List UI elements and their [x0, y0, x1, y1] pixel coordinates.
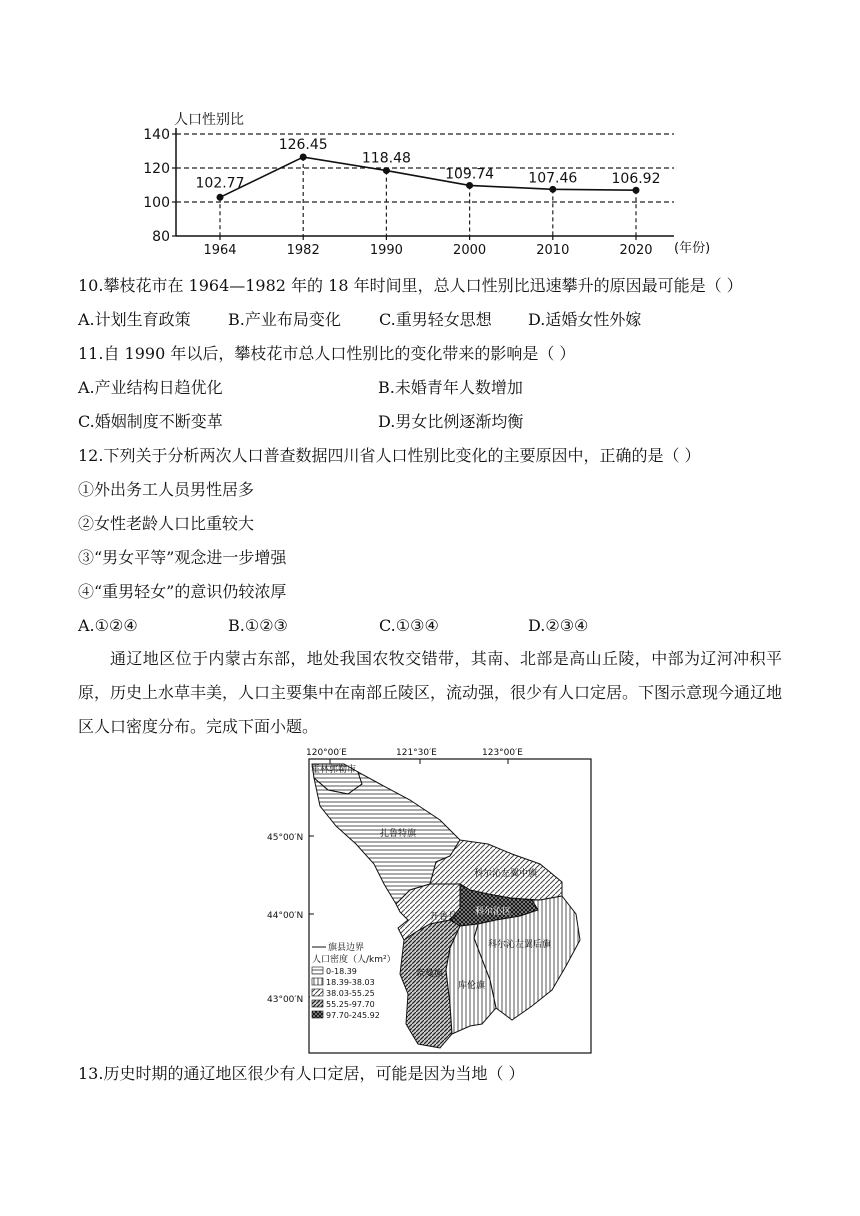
q12-option-b[interactable]: B.①②③ — [228, 616, 288, 635]
q12-option-a[interactable]: A.①②④ — [78, 616, 138, 635]
region-label-kaidu: 开鲁县 — [430, 912, 458, 922]
sex-ratio-line-chart — [130, 104, 730, 264]
chart-x-tick-label: 1990 — [369, 243, 403, 258]
map-legend — [310, 941, 396, 1051]
legend-class-5: 97.70-245.92 — [326, 1011, 380, 1020]
region-label-kezuohou: 科尔沁左翼后旗 — [488, 940, 552, 950]
chart-data-label: 118.48 — [361, 150, 411, 167]
legend-title: 人口密度（人/km²） — [312, 955, 396, 965]
chart-data-label: 109.74 — [445, 166, 495, 183]
chart-data-point — [383, 167, 390, 174]
chart-xlabel: (年份) — [674, 241, 711, 256]
question-11-stem: 11.自 1990 年以后，攀枝花市总人口性别比的变化带来的影响是（ ） — [78, 344, 576, 363]
chart-x-tick-label: 1982 — [286, 243, 320, 258]
q11-option-d[interactable]: D.男女比例逐渐均衡 — [378, 412, 524, 431]
lon-label-123: 123°00′E — [482, 748, 523, 758]
chart-x-tick-label: 2010 — [536, 243, 570, 258]
chart-data-label: 106.92 — [611, 171, 661, 188]
region-label-keerqin: 科尔沁区 — [475, 907, 512, 917]
q12-item-2: ②女性老龄人口比重较大 — [78, 514, 255, 533]
chart-data-point — [217, 194, 224, 201]
chart-y-tick-label: 140 — [143, 127, 170, 143]
region-label-zhalute: 扎鲁特旗 — [380, 829, 417, 839]
region-label-kezuozhong: 科尔沁左翼中旗 — [474, 869, 538, 879]
question-10-stem: 10.攀枝花市在 1964—1982 年的 18 年时间里，总人口性别比迅速攀升的原因最可能是（ ） — [78, 276, 743, 295]
q12-item-3: ③“男女平等”观念进一步增强 — [78, 548, 287, 567]
tongliao-passage: 通辽地区位于内蒙古东部，地处我国农牧交错带，其南、北部是高山丘陵，中部为辽河冲积平原，历史上水草丰美，人口主要集中在南部丘陵区，流动强，很少有人口定居。下图示意现今通辽地区人口密度分布。完成下面小题。 — [78, 649, 783, 736]
q12-item-4: ④“重男轻女”的意识仍较浓厚 — [78, 582, 287, 601]
legend-swatch-2 — [312, 978, 323, 985]
chart-y-tick-label: 80 — [152, 229, 170, 245]
q12-option-d[interactable]: D.②③④ — [528, 616, 589, 635]
legend-class-2: 18.39-38.03 — [326, 978, 375, 987]
lon-label-120: 120°00′E — [306, 748, 347, 758]
chart-data-point — [466, 182, 473, 189]
tongliao-population-density-map — [267, 744, 600, 1054]
q11-option-b[interactable]: B.未婚青年人数增加 — [378, 378, 523, 397]
chart-data-label: 126.45 — [278, 137, 328, 154]
legend-class-3: 38.03-55.25 — [326, 989, 375, 998]
question-13-stem: 13.历史时期的通辽地区很少有人口定居，可能是因为当地（ ） — [78, 1064, 525, 1083]
legend-swatch-1 — [312, 967, 323, 974]
region-label-naiman: 奈曼旗 — [416, 969, 444, 979]
legend-class-1: 0-18.39 — [326, 967, 357, 976]
q10-option-a[interactable]: A.计划生育政策 — [78, 310, 191, 329]
chart-data-point — [549, 186, 556, 193]
chart-data-point — [633, 187, 640, 194]
q11-option-c[interactable]: C.婚姻制度不断变革 — [78, 412, 223, 431]
lat-label-44: 44°00′N — [267, 911, 304, 921]
chart-data-label: 102.77 — [195, 175, 245, 192]
lon-label-121-30: 121°30′E — [396, 748, 437, 758]
chart-data-point — [300, 154, 307, 161]
legend-swatch-5 — [312, 1011, 323, 1018]
chart-x-tick-label: 2020 — [619, 243, 653, 258]
legend-class-4: 55.25-97.70 — [326, 1000, 375, 1009]
q10-option-b[interactable]: B.产业布局变化 — [228, 310, 341, 329]
chart-x-tick-label: 1964 — [203, 243, 237, 258]
legend-swatch-4 — [312, 1000, 323, 1007]
chart-y-tick-label: 100 — [143, 195, 170, 211]
q11-option-a[interactable]: A.产业结构日趋优化 — [78, 378, 223, 397]
region-label-kulun: 库伦旗 — [458, 981, 486, 991]
q10-option-d[interactable]: D.适婚女性外嫁 — [528, 310, 642, 329]
chart-ylabel: 人口性别比 — [174, 112, 244, 128]
q10-option-c[interactable]: C.重男轻女思想 — [379, 310, 492, 329]
lat-label-43: 43°00′N — [267, 995, 304, 1005]
lat-label-45: 45°00′N — [267, 833, 304, 843]
chart-x-tick-label: 2000 — [453, 243, 487, 258]
legend-swatch-3 — [312, 989, 323, 996]
q12-item-1: ①外出务工人员男性居多 — [78, 480, 255, 499]
q12-option-c[interactable]: C.①③④ — [379, 616, 439, 635]
region-label-huolinguole: 霍林郭勒市 — [311, 765, 357, 775]
legend-boundary-label: 旗县边界 — [328, 943, 365, 953]
chart-y-tick-label: 120 — [143, 161, 170, 177]
chart-data-label: 107.46 — [528, 170, 578, 187]
question-12-stem: 12.下列关于分析两次人口普查数据四川省人口性别比变化的主要原因中，正确的是（ ） — [78, 446, 701, 465]
